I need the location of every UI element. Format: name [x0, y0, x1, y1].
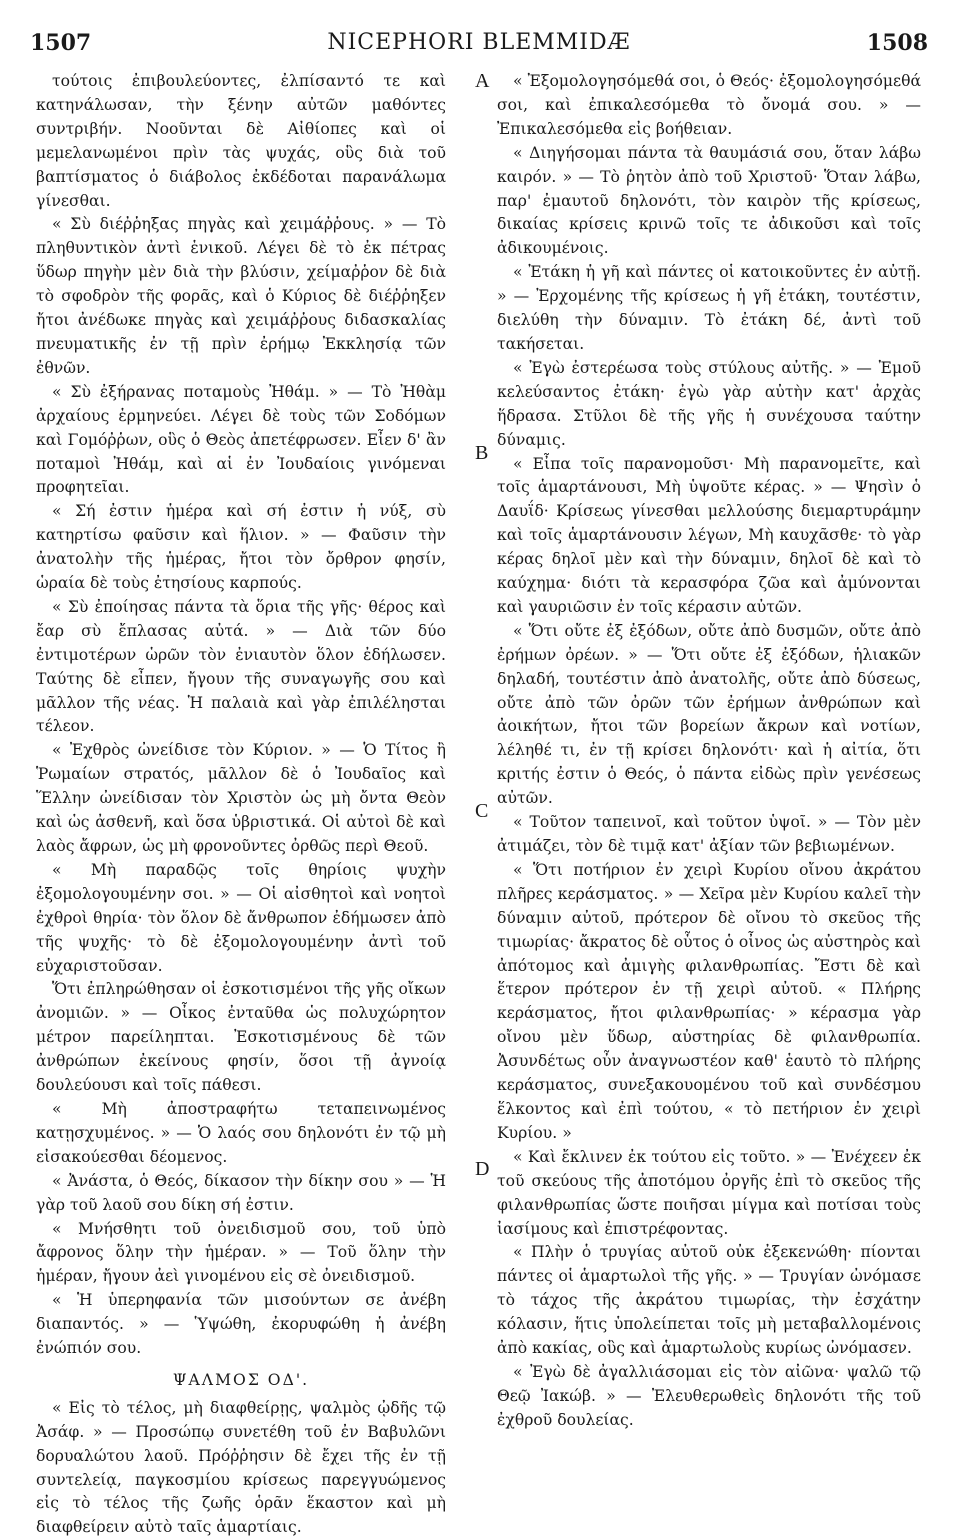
paragraph: « Σή ἐστιν ἡμέρα καὶ σή ἐστιν ἡ νύξ, σὺ κατηρτίσω φαῦσιν καὶ ἥλιον. » — Φαῦσιν τὴν ἀνατολὴν τῆς ἡμέρας, ἤτοι τὸν ὄρθρον φησίν, ὡραία δὲ τοὺς ἐτησίους καρπούς.: [36, 502, 446, 593]
margin-marker-c: C: [475, 800, 489, 822]
paragraph: « Ἡ ὑπερηφανία τῶν μισούντων σε ἀνέβη διαπαντός. » — Ὑψώθη, ἐκορυφώθη ἡ ἀνέβη ἐνώπιόν σου.: [36, 1291, 446, 1358]
paragraph: « Μνήσθητι τοῦ ὀνειδισμοῦ σου, τοῦ ὑπὸ ἄφρονος ὅλην τὴν ἡμέραν. » — Τοῦ ὅλην τὴν ἡμέραν, ἤγουν ἀεὶ γινομένου εἰς σὲ ὀνειδισμοῦ.: [36, 1219, 446, 1286]
margin-marker-a: A: [475, 70, 490, 92]
paragraph: « Μὴ παραδῷς τοῖς θηρίοις ψυχὴν ἐξομολογουμένην σοι. » — Οἱ αἰσθητοὶ καὶ νοητοὶ ἐχθροὶ θηρία· τὸν ὅλον δὲ ἄνθρωπον ἐδήμωσεν ἀπὸ τῆς ψυχῆς· τὸ δὲ ἐξομολογουμένην ἀντὶ τοῦ εὐχαριστοῦσαν.: [36, 860, 446, 975]
paragraph: τούτοις ἐπιβουλεύοντες, ἐλπίσαντό τε καὶ κατηνάλωσαν, τὴν ξένην αὐτῶν μαθόντες συντριβήν. Νοοῦνται δὲ Αἰθίοπες καὶ οἱ μεμελανωμένοι πρὶν τὰς ψυχάς, οὓς διὰ τοῦ βαπτίσματος ὁ διάβολος ἐκδέδοται παρανάλωμα γίνεσθαι.: [36, 72, 446, 210]
running-title: NICEPHORI BLEMMIDÆ: [327, 30, 631, 55]
paragraph: « Διηγήσομαι πάντα τὰ θαυμάσιά σου, ὅταν λάβω καιρόν. » — Τὸ ῥητὸν ἀπὸ τοῦ Χριστοῦ· Ὅταν λάβω, παρ' ἐμαυτοῦ δηλονότι, τὸν καιρὸν τῆς κρίσεως, δικαίας κρίσεις κρινῶ τοῖς τε ἀδικοῦσι καὶ τοῖς ἀδικουμένοις.: [497, 143, 921, 258]
paragraph: « Σὺ ἐξήρανας ποταμοὺς Ἠθάμ. » — Τὸ Ἠθὰμ ἀρχαίους ἑρμηνεύει. Λέγει δὲ τοὺς τῶν Σοδόμων καὶ Γομόῤῥων, οὓς ὁ Θεὸς ἀπετέφρωσεν. Εἶεν δ' ἂν ποταμοὶ Ἠθάμ, καὶ αἱ ἐν Ἰουδαίοις γινόμεναι προφητεῖαι.: [36, 382, 446, 497]
page-header: [30, 30, 928, 60]
paragraph: « Σὺ διέῤῥηξας πηγὰς καὶ χειμάῤῥους. » — Τὸ πληθυντικὸν ἀντὶ ἑνικοῦ. Λέγει δὲ τὸ ἐκ πέτρας ὕδωρ πηγὴν μὲν διὰ τὴν βλύσιν, χείμαῤῥον δὲ διὰ τὸ σφοδρὸν τῆς φορᾶς, καὶ ὁ Κύριος δὲ διέῤῥηξεν ἤτοι ἀνέδωκε πηγὰς καὶ χειμάῤῥους διδασκαλίας πνευματικῆς ἐν τῇ πρὶν ἐρήμῳ Ἐκκλησίᾳ τῶν ἐθνῶν.: [36, 215, 446, 377]
paragraph: « Ἐτάκη ἡ γῆ καὶ πάντες οἱ κατοικοῦντες ἐν αὐτῇ. » — Ἐρχομένης τῆς κρίσεως ἡ γῆ ἐτάκη, τουτέστιν, διελύθη τὴν δύναμιν. Τὸ ἐτάκη δέ, ἀντὶ τοῦ τακήσεται.: [497, 263, 921, 353]
paragraph: « Τοῦτον ταπεινοῖ, καὶ τοῦτον ὑψοῖ. » — Τὸν μὲν ἀτιμάζει, τὸν δὲ τιμᾷ κατ' ἀξίαν τῶν βεβιωμένων.: [497, 813, 921, 855]
paragraph: « Εἶπα τοῖς παρανομοῦσι· Μὴ παρανομεῖτε, καὶ τοῖς ἁμαρτάνουσι, Μὴ ὑψοῦτε κέρας. » — Ψησὶν ὁ Δαυΐδ· Κρίσεως γίνεσθαι μελλούσης διεμαρτυράμην καὶ τοῖς ἁμαρτάνουσιν λέγων, Μὴ καυχᾶσθε· τὸ γὰρ κέρας δηλοῖ μὲν καὶ τὴν δύναμιν, δηλοῖ δὲ καὶ τὸ καύχημα· διότι τὰ κερασφόρα ζῶα καὶ ἀμύνονται καὶ γαυριῶσιν ἐν τοῖς κέρασιν αὐτῶν.: [497, 454, 921, 616]
paragraph: « Μὴ ἀποστραφήτω τεταπεινωμένος κατῃσχυμένος. » — Ὁ λαός σου δηλονότι ἐν τῷ μὴ εἰσακούεσθαι δέομενος.: [36, 1099, 446, 1166]
psalm-heading: ΨΑΛΜΟΣ ΟΔ'.: [172, 1370, 310, 1389]
paragraph: « Ἐγὼ ἐστερέωσα τοὺς στύλους αὐτῆς. » — Ἐμοῦ κελεύσαντος ἐτάκη· ἐγὼ γὰρ αὐτὴν κατ' ἀρχὰς ἥδρασα. Στῦλοι δὲ τῆς γῆς ἡ συνέχουσα ταύτην δύναμις.: [497, 358, 921, 449]
right-text-column: [497, 70, 921, 1433]
paragraph: « Ὅτι ποτήριον ἐν χειρὶ Κυρίου οἴνου ἀκράτου πλῆρες κεράσματος. » — Χεῖρα μὲν Κυρίου καλεῖ τὴν δύναμιν αὐτοῦ, πρότερον δὲ οἴνου τὸ σκεῦος τῆς τιμωρίας· ἄκρατος δὲ οὗτος ὁ οἶνος ὡς αὐστηρὸς καὶ ἀπότομος καὶ ἀμιγὴς φιλανθρωπίας. Ἔστι δὲ καὶ ἕτερον πρότερον ἐν τῇ χειρὶ αὐτοῦ. « Πλήρης κεράσματος, ἤτοι φιλανθρωπίας· » κέρασμα γὰρ οἴνου μὲν ὕδωρ, αὐστηρίας δὲ φιλανθρωπία. Ἀσυνδέτως οὖν ἀναγνωστέον καθ' ἑαυτὸ τὸ πλήρης κεράσματος, συνεξακουομένου τοῦ καὶ συνδέσμου ἕλκοντος καὶ ἐπὶ τούτου, « τὸ πετήριον ἐν χειρὶ Κυρίου. »: [497, 860, 921, 1142]
paragraph: « Σὺ ἐποίησας πάντα τὰ ὅρια τῆς γῆς· θέρος καὶ ἔαρ σὺ ἔπλασας αὐτά. » — Διὰ τῶν δύο ἐντιμοτέρων ὡρῶν τὸν ἐνιαυτὸν ὅλον ἐδήλωσεν. Ταύτης δὲ εἶπεν, ἤγουν τῆς συναγωγῆς σου καὶ μᾶλλον τῆς νέας. Ἡ παλαιὰ καὶ γὰρ ἐπιλέλησται τέλεον.: [36, 597, 446, 736]
paragraph: « Ἐχθρὸς ὠνείδισε τὸν Κύριον. » — Ὁ Τίτος ἢ Ῥωμαίων στρατός, μᾶλλον δὲ ὁ Ἰουδαῖος καὶ Ἕλλην ὠνείδισαν τὸν Χριστὸν ὡς μὴ ὄντα Θεὸν καὶ ὡς ἀσθενῆ, καὶ ὅσα ὑβριστικά. Οἱ αὐτοὶ δὲ καὶ λαὸς ἄφρων, ὡς μὴ φρονοῦντες ὀρθῶς περὶ Θεοῦ.: [36, 741, 446, 855]
paragraph: « Ἀνάστα, ὁ Θεός, δίκασον τὴν δίκην σου » — Ἡ γὰρ τοῦ λαοῦ σου δίκη σή ἐστιν.: [36, 1171, 446, 1214]
margin-marker-d: D: [475, 1158, 490, 1180]
left-text-column: [36, 70, 446, 1540]
page-number-right: 1508: [866, 30, 928, 56]
paragraph: « Καὶ ἔκλινεν ἐκ τούτου εἰς τοῦτο. » — Ἐνέχεεν ἐκ τοῦ σκεύους τῆς ἀποτόμου ὀργῆς ἐπὶ τὸ σκεῦος τῆς φιλανθρωπίας ὥστε ποιῆσαι μίγμα καὶ ποτίσαι τοὺς ἰασίμους καὶ ἐπιστρέφοντας.: [497, 1147, 921, 1238]
paragraph: « Εἰς τὸ τέλος, μὴ διαφθείρῃς, ψαλμὸς ᾠδῆς τῷ Ἀσάφ. » — Προσώπῳ συνετέθη τοῦ ἐν Βαβυλῶνι δορυαλώτου λαοῦ. Πρόῤῥησιν δὲ ἔχει τῆς ἐν τῇ συντελείᾳ, παγκοσμίου κρίσεως παρεγγυώμενος εἰς τὸ τέλος τῆς ζωῆς ὁρᾶν ἕκαστον καὶ μὴ διαφθείρειν αὐτὸ ταῖς ἁμαρτίαις.: [36, 1398, 446, 1537]
paragraph: « Ἐγὼ δὲ ἀγαλλιάσομαι εἰς τὸν αἰῶνα· ψαλῶ τῷ Θεῷ Ἰακώβ. » — Ἐλευθερωθεὶς δηλονότι τῆς τοῦ ἐχθροῦ δουλείας.: [497, 1362, 921, 1429]
page-number-left: 1507: [30, 30, 92, 56]
margin-marker-b: B: [475, 442, 489, 464]
paragraph: « Ἐξομολογησόμεθά σοι, ὁ Θεός· ἐξομολογησόμεθά σοι, καὶ ἐπικαλεσόμεθα τὸ ὄνομά σου. » — Ἐπικαλεσόμεθα εἰς βοήθειαν.: [497, 72, 921, 138]
paragraph: Ὅτι ἐπληρώθησαν οἱ ἐσκοτισμένοι τῆς γῆς οἴκων ἀνομιῶν. » — Οἶκος ἐνταῦθα ὡς πολυχώρητον μέτρον παρείληπται. Ἐσκοτισμένους δὲ τῶν ἀνθρώπων ἐκείνους φησίν, ὅσοι τῇ ἀγνοίᾳ δουλεύουσι καὶ τοῖς πάθεσι.: [36, 980, 446, 1095]
paragraph: « Πλὴν ὁ τρυγίας αὐτοῦ οὐκ ἐξεκενώθη· πίονται πάντες οἱ ἁμαρτωλοὶ τῆς γῆς. » — Τρυγίαν ὠνόμασε τὸ τάχος τῆς ἀκράτου τιμωρίας, τὴν ἐσχάτην κόλασιν, ἥτις ὑπολείπεται τοῖς μὴ μεταβαλλομένοις ἀπὸ κακίας, οὓς καὶ ἁμαρτωλοὺς κυρίως ὠνόμασεν.: [497, 1243, 921, 1358]
paragraph: « Ὅτι οὔτε ἐξ ἐξόδων, οὔτε ἀπὸ δυσμῶν, οὔτε ἀπὸ ἐρήμων ὀρέων. » — Ὅτι οὔτε ἐξ ἐξόδων, ἡλιακῶν δηλαδή, τουτέστιν ἀπὸ ἀνατολῆς, οὔτε ἀπὸ δύσεως, οὔτε ἀπὸ τῶν ὀρῶν τῶν ἐρήμων ἀνθρώπων καὶ ἀοικήτων, ἤτοι τῶν βορείων ἄκρων καὶ νοτίων, λέληθέ τι, ἐν τῇ κρίσει δηλονότι· καὶ ἡ αἰτία, ὅτι κριτής ἐστιν ὁ Θεός, ὁ πάντα εἰδὼς πρὶν γενέσεως αὐτῶν.: [497, 621, 921, 808]
